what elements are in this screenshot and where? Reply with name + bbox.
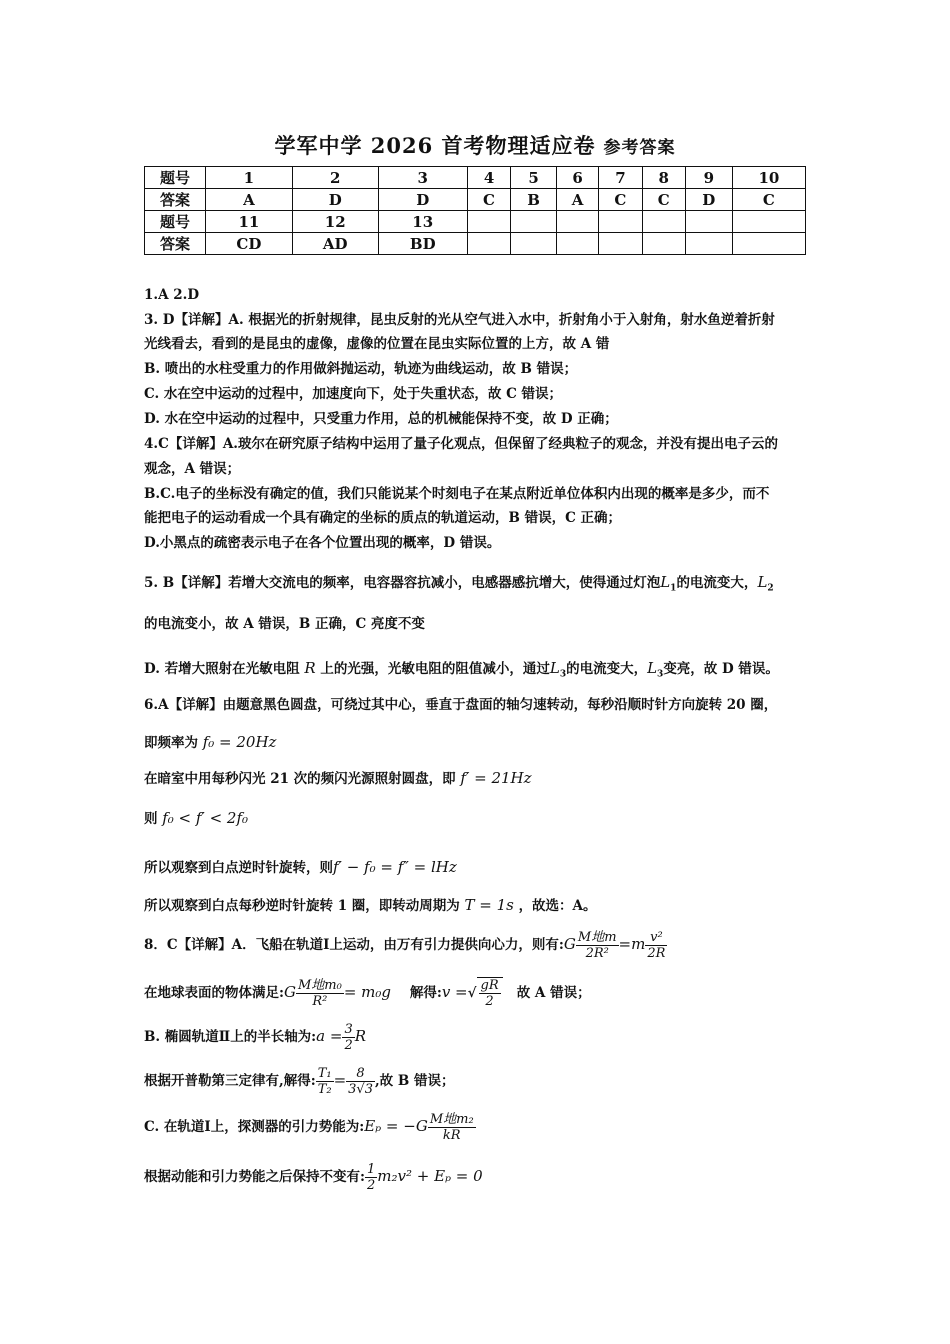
q8-frac1-den: 2R² [585, 946, 609, 961]
q5-d-text-f: 的电流变大， [566, 661, 648, 677]
table-row [145, 167, 806, 189]
lamp-l3-sub: 3 [559, 669, 567, 680]
table-cell: AD [292, 233, 378, 255]
q5-text-d: 的电流变大， [676, 575, 758, 591]
q4-line-3: B.C.电子的坐标没有确定的值，我们只能说某个时刻电子在某点附近单位体积内出现的概率是多少，而不 [144, 486, 770, 502]
lamp-l2-symbol: L [757, 573, 768, 591]
table-cell: A [556, 189, 598, 211]
table-cell: 10 [732, 167, 805, 189]
q8-sqrt [477, 977, 503, 1009]
q6-line-1: 6.A【详解】由题意黑色圆盘，可绕过其中心，垂直于盘面的轴匀速转动，每秒沿顺时针方向旋转 20 圈， [144, 697, 778, 713]
table-cell: D [292, 189, 378, 211]
q8-frac3-den: R² [312, 994, 328, 1009]
q8-equals-m: =m [618, 935, 646, 953]
q8-frac1-num: M地m [577, 930, 617, 945]
table-cell: D [378, 189, 467, 211]
q5-line-2: 的电流变小，故 A 错误，B 正确，C 亮度不变 [144, 616, 425, 632]
table-cell: C [467, 189, 510, 211]
table-cell [467, 233, 510, 255]
lamp-l3-symbol-2: L [647, 659, 658, 677]
q5-d-text-i: 变亮，故 D 错误。 [663, 661, 779, 677]
q6-rotation-text: 所以观察到白点逆时针旋转，则 [144, 860, 333, 876]
q8-g-symbol: G [563, 935, 576, 953]
q8-fraction-1 [576, 930, 619, 961]
table-row-label: 答案 [145, 189, 206, 211]
q3-line-3: B. 喷出的水柱受重力的作用做斜抛运动，轨迹为曲线运动，故 B 错误； [144, 361, 578, 377]
q8-sqrt-num: gR [480, 978, 499, 993]
lamp-l1-symbol: L [660, 573, 671, 591]
q6-line-3 [144, 766, 814, 791]
table-cell [685, 211, 732, 233]
q8-fraction-3 [296, 978, 344, 1009]
q8-frac7-den: kR [442, 1128, 461, 1143]
q3-line-4: C. 水在空中运动的过程中，加速度向下，处于失重状态，故 C 错误； [144, 386, 563, 402]
table-cell: 2 [292, 167, 378, 189]
lamp-l3-symbol: L [549, 659, 560, 677]
q3-line-5: D. 水在空中运动的过程中，只受重力作用，总的机械能保持不变，故 D 正确； [144, 411, 618, 427]
lamp-l2-sub: 2 [767, 583, 774, 594]
table-cell: 11 [206, 211, 293, 233]
table-cell: CD [206, 233, 293, 255]
q8-ep-formula: Eₚ = −G [364, 1117, 428, 1135]
table-row [145, 233, 806, 255]
lamp-l1-sub: 1 [670, 583, 677, 594]
table-cell: 9 [685, 167, 732, 189]
answer-table [144, 166, 806, 255]
q8-c-text: C. 在轨道Ⅰ上，探测器的引力势能为: [144, 1119, 365, 1135]
q8-frac6-den: 3√3 [348, 1082, 373, 1097]
q8-a-wrong: 故 A 错误； [516, 985, 591, 1001]
q6-freq-formula: f₀ = 20Hz [202, 733, 277, 751]
q6-ineq-text: 则 [144, 811, 158, 827]
q6-rotation-formula: f′ − f₀ = f″ = lHz [333, 858, 457, 876]
title-main: 学军中学 2026 首考物理适应卷 [274, 133, 596, 158]
q6-period-formula: T = 1s [464, 896, 514, 914]
table-cell [642, 233, 685, 255]
q8-energy-eq: m₂v² + Eₚ = 0 [377, 1167, 483, 1185]
q3-line-1: 3. D【详解】A. 根据光的折射规律，昆虫反射的光从空气进入水中，折射角小于入射角，射水鱼逆着折射 [144, 312, 775, 328]
table-cell: D [685, 189, 732, 211]
table-row-label: 题号 [145, 211, 206, 233]
q6-ineq-formula: f₀ < f′ < 2f₀ [162, 809, 249, 827]
q6-period-text: 所以观察到白点每秒逆时针旋转 1 圈，即转动周期为 [144, 898, 460, 914]
q8-line-2: 在地球表面的物体满足:G $\frac{\text{M地m₀}}{\text{R²}}$ = m₀g 解得:v =√ $\frac{gR}{2}$ 故 A 错误； [144, 978, 591, 1009]
q8-solve-text: 解得: [409, 985, 442, 1001]
q8-line-4 [144, 1066, 814, 1097]
q8-surface-text: 在地球表面的物体满足: [144, 985, 284, 1001]
q5-d-text-c: 上的光强，光敏电阻的阻值减小，通过 [320, 661, 550, 677]
table-cell [467, 211, 510, 233]
table-cell: 1 [206, 167, 293, 189]
q8-energy-text: 根据动能和引力势能之后保持不变有: [144, 1169, 365, 1185]
q8-frac7-num: M地m₂ [429, 1112, 474, 1127]
q8-fraction-2 [645, 930, 667, 961]
q6-flash-text: 在暗室中用每秒闪光 21 次的频闪光源照射圆盘，即 [144, 771, 456, 787]
table-cell: B [511, 189, 557, 211]
table-cell: 7 [599, 167, 642, 189]
table-cell: BD [378, 233, 467, 255]
q8-b-wrong: ,故 B 错误； [374, 1073, 455, 1089]
q4-line-5: D.小黑点的疏密表示电子在各个位置出现的概率，D 错误。 [144, 535, 501, 551]
q8-sqrt-fraction [479, 978, 501, 1009]
q8-g-symbol-2: G [283, 983, 296, 1001]
table-cell [642, 211, 685, 233]
table-cell: 12 [292, 211, 378, 233]
table-cell: 6 [556, 167, 598, 189]
q6-line-5 [144, 855, 814, 880]
q8-frac5-num: T₁ [317, 1066, 332, 1081]
q8-line-5 [144, 1112, 814, 1143]
q8-v-symbol: v = [441, 983, 468, 1001]
q8-kepler-text: 根据开普勒第三定律有,解得: [144, 1073, 316, 1089]
table-cell: 5 [511, 167, 557, 189]
resistor-r-symbol: R [304, 659, 316, 677]
table-cell [732, 211, 805, 233]
q8-surface-eq: = m₀g [343, 983, 392, 1001]
q5-line-3 [144, 656, 814, 687]
table-cell: 8 [642, 167, 685, 189]
title-sub: 参考答案 [603, 138, 676, 158]
table-cell [599, 211, 642, 233]
table-cell [556, 233, 598, 255]
q5-text-a: 5. B【详解】若增大交流电的频率，电容器容抗减小，电感器感抗增大，使得通过灯泡 [144, 575, 661, 591]
table-cell: 4 [467, 167, 510, 189]
q6-flash-formula: f′ = 21Hz [460, 769, 532, 787]
table-row-label: 答案 [145, 233, 206, 255]
table-row [145, 189, 806, 211]
table-cell: 13 [378, 211, 467, 233]
answer-line-1-2: 1.A 2.D [144, 287, 200, 303]
table-cell: A [206, 189, 293, 211]
q8-frac3-num: M地m₀ [297, 978, 342, 993]
table-cell: C [732, 189, 805, 211]
q5-line-1 [144, 570, 814, 601]
q8-frac2-num: v² [645, 930, 667, 946]
q8-a-text: 8．C【详解】A．飞船在轨道Ⅰ上运动，由万有引力提供向心力，则有: [144, 937, 564, 953]
q8-frac5-den: T₂ [317, 1082, 332, 1097]
q8-fraction-7 [428, 1112, 476, 1143]
table-cell: C [599, 189, 642, 211]
q4-line-2: 观念，A 错误； [144, 461, 241, 477]
q8-kepler-eq: = [333, 1071, 347, 1089]
page-title [0, 130, 950, 160]
q3-line-2: 光线看去，看到的是昆虫的虚像，虚像的位置在昆虫实际位置的上方，故 A 错 [144, 336, 610, 352]
q8-fraction-5 [316, 1066, 334, 1097]
q6-freq-text: 即频率为 [144, 735, 198, 751]
q8-frac4-num: 3 [344, 1022, 353, 1037]
q8-line-6 [144, 1162, 814, 1193]
q4-line-4: 能把电子的运动看成一个具有确定的坐标的质点的轨道运动，B 错误，C 正确； [144, 510, 622, 526]
table-cell [599, 233, 642, 255]
q8-b-text: B. 椭圆轨道Ⅱ上的半长轴为: [144, 1029, 317, 1045]
q8-fraction-6 [346, 1066, 375, 1097]
lamp-l3-sub-2: 3 [657, 669, 664, 680]
table-row [145, 211, 806, 233]
q5-d-text-a: D. 若增大照射在光敏电阻 [144, 661, 300, 677]
q8-line-3 [144, 1022, 814, 1053]
q8-frac6-num: 8 [346, 1066, 375, 1082]
q8-sqrt-den: 2 [485, 994, 494, 1009]
q6-line-6 [144, 893, 814, 918]
table-cell [732, 233, 805, 255]
q8-fraction-4 [342, 1022, 354, 1053]
q6-line-4 [144, 806, 814, 831]
q8-frac4-den: 2 [344, 1038, 353, 1053]
q8-frac8-den: 2 [366, 1178, 376, 1193]
q8-frac8-num: 1 [366, 1162, 376, 1177]
table-cell: 3 [378, 167, 467, 189]
q8-fraction-8 [365, 1162, 377, 1193]
q6-line-2 [144, 730, 814, 755]
table-cell [511, 211, 557, 233]
q8-a-symbol: a = [316, 1027, 343, 1045]
q4-line-1: 4.C【详解】A.玻尔在研究原子结构中运用了量子化观点，但保留了经典粒子的观念，并没有提出电子云的 [144, 436, 779, 452]
table-row-label: 题号 [145, 167, 206, 189]
q8-line-1 [144, 930, 814, 961]
q6-choice-text: ，故选：A。 [518, 898, 597, 914]
q8-frac2-den: 2R [647, 946, 666, 961]
q8-r-symbol: R [354, 1027, 367, 1045]
table-cell: C [642, 189, 685, 211]
table-cell [511, 233, 557, 255]
table-cell [556, 211, 598, 233]
table-cell [685, 233, 732, 255]
